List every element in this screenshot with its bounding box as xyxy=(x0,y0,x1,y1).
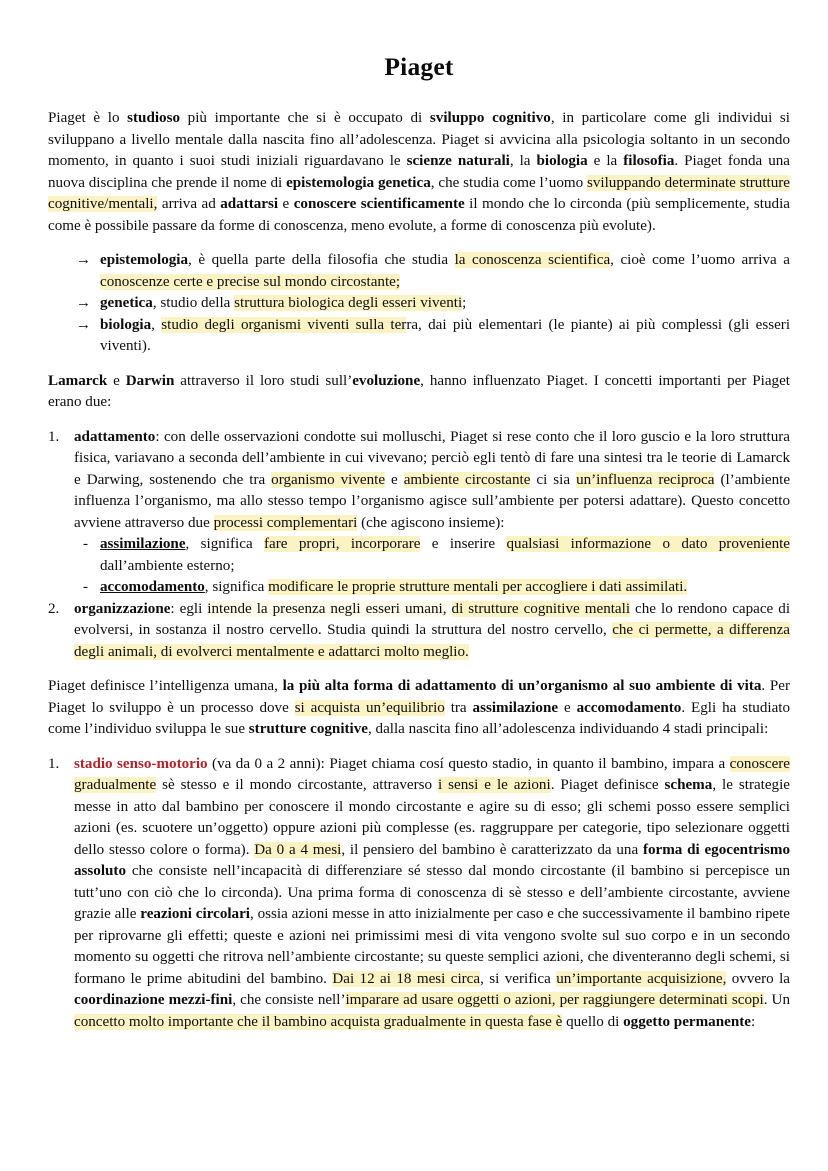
intel-text-6: , dalla nascita fino all’adolescenza individuando 4 stadi principali: xyxy=(367,721,769,737)
highlight-fare-propri: fare propri, incorporare xyxy=(264,536,421,552)
highlight-concetto-molto-importante: concetto molto importante che il bambino acquista gradualmente in questa fase è xyxy=(74,1013,563,1030)
concept1-text-3: ci sia xyxy=(530,471,577,488)
highlight-processi-complementari: processi complementari xyxy=(213,514,358,531)
intro-text-7: , che studia come l’uomo xyxy=(430,174,587,191)
stages-list xyxy=(48,754,790,1034)
stage1-text-1: (va da 0 a 2 anni): Piaget chiama cosí questo stadio, in quanto il bambino, impara a xyxy=(207,755,730,772)
lamarck-text-1: e xyxy=(107,372,126,389)
highlight-che-ci-permette: che ci permette, a differenza degli animali, di evolverci mentalmente e adattarci molto meglio. xyxy=(74,622,790,660)
highlight-si-acquista-equilibrio: si acquista un’equilibrio xyxy=(294,699,445,716)
stage1-text-13: : xyxy=(750,1013,756,1030)
intro-bold-biologia: biologia xyxy=(536,153,588,169)
highlight-ambiente-circostante: ambiente circostante xyxy=(403,471,531,488)
list-number: 1. xyxy=(48,755,60,772)
sub1-text-2: e inserire xyxy=(420,536,507,552)
def-text-4: ; xyxy=(462,295,467,311)
def-text-1: , è quella parte della filosofia che studia xyxy=(188,252,455,268)
intro-text-9: e xyxy=(278,196,294,212)
lamarck-text-3: , hanno influenzato Piaget. I concetti importanti per Piaget erano due: xyxy=(48,372,791,410)
list-item xyxy=(48,754,790,1034)
def-text-6: ra, dai più elementari (le piante) ai più complessi (gli esseri viventi). xyxy=(100,316,791,354)
stage1-text-6: che consiste nell’incapacità di differenziare sé stesso dal mondo circostante (il bambino si percepisce un tutt’uno con ciò che lo circonda). Una prima forma di conoscenza di sè stesso e dell’ambiente circostante, avviene grazie alle xyxy=(74,863,790,922)
intelligence-paragraph xyxy=(48,676,790,741)
bold-reazioni-circolari: reazioni circolari xyxy=(140,906,250,922)
concept1-text-2: e xyxy=(385,471,404,488)
concept2-text-2 xyxy=(447,601,452,617)
page-title: Piaget xyxy=(384,52,454,81)
intro-text-6: . Piaget fonda una nuova disciplina che prende il nome di xyxy=(48,153,790,191)
term-genetica: genetica xyxy=(100,295,153,311)
list-number: 1. xyxy=(48,428,60,445)
concept2-text-1: : egli xyxy=(170,600,208,617)
bold-oggetto-permanente: oggetto permanente xyxy=(623,1013,751,1030)
highlight-conoscenza-scientifica: la conoscenza scientifica xyxy=(454,252,611,268)
bold-coordinazione-mezzi-fini: coordinazione mezzi-fini xyxy=(74,992,233,1008)
bold-assimilazione: assimilazione xyxy=(472,699,559,716)
highlight-qualsiasi-informazione: qualsiasi informazione o dato proveniente xyxy=(506,536,791,552)
list-item xyxy=(48,427,790,599)
lamarck-text-2: attraverso il loro studi sull’ xyxy=(174,372,353,389)
bold-lamarck: Lamarck xyxy=(48,372,108,389)
highlight-influenza-reciproca: un’influenza reciproca xyxy=(576,471,715,488)
stage1-text-5: , il pensiero del bambino è caratterizzato da una xyxy=(341,841,643,858)
intro-bold-filosofia: filosofia xyxy=(623,153,675,169)
intel-text-4: e xyxy=(558,699,577,716)
bold-strutture-cognitive: strutture cognitive xyxy=(248,721,368,737)
term-stadio-senso-motorio: stadio senso-motorio xyxy=(74,755,208,772)
concept1-text-4: (l’ambiente influenza l’organismo, ma allo stesso tempo l’organismo agisce sull’ambiente per potersi adattare). Questo concetto avviene attraverso due xyxy=(74,471,791,531)
list-item xyxy=(48,250,790,293)
list-item xyxy=(83,534,790,577)
bold-schema: schema xyxy=(664,777,713,793)
highlight-conoscenze-certe: conoscenze certe e precise sul mondo circostante; xyxy=(100,273,401,290)
term-organizzazione: organizzazione xyxy=(74,600,171,617)
intro-bold-epistemologia-genetica: epistemologia genetica xyxy=(286,174,431,191)
list-number: 2. xyxy=(48,600,60,617)
highlight-sensi-azioni: i sensi e le azioni xyxy=(438,777,551,793)
definitions-list xyxy=(48,250,790,358)
intro-text-3: , in particolare come gli individui si sviluppano a livello mentale dalla nascita fino all’adolescenza. Piaget si avvicina alla psicologia soltanto in un secondo momento, in quanto i suoi studi iniziali riguardavano le xyxy=(48,110,791,169)
highlight-organismo-vivente: organismo vivente xyxy=(271,471,386,488)
dash-icon: - xyxy=(83,579,89,595)
bold-evoluzione: evoluzione xyxy=(352,372,421,389)
sub2-text-1: , significa xyxy=(204,579,269,595)
list-item xyxy=(48,599,790,664)
dash-icon: - xyxy=(83,536,89,552)
intel-text-1: Piaget definisce l’intelligenza umana, xyxy=(48,678,283,694)
stage1-text-10: , che consiste nell’ xyxy=(232,992,346,1008)
highlight-imparare-usare-oggetti: imparare ad usare oggetti o azioni, per raggiungere determinati scopi xyxy=(345,992,764,1008)
bold-piu-alta-forma: la più alta forma di adattamento di un’organismo al suo ambiente di vita xyxy=(282,678,762,694)
def-text-3: , studio della xyxy=(152,295,235,311)
stage1-text-4: , le strategie messe in atto dal bambino per conoscere il mondo circostante e agire su di esso; gli schemi posso essere semplici azioni (es. scuotere un’oggetto) oppure azioni più complesse (es. raggruppare per categorie, tipo selezionare oggetti dello stesso colore o forma). xyxy=(74,777,790,858)
highlight-importante-acquisizione: un’importante acquisizione, xyxy=(556,970,727,987)
term-biologia: biologia xyxy=(100,316,152,333)
intro-bold-studioso: studioso xyxy=(127,110,181,126)
highlight-da-0-a-4-mesi: Da 0 a 4 mesi xyxy=(254,841,342,858)
highlight-struttura-biologica: struttura biologica degli esseri viventi xyxy=(234,295,463,311)
intro-bold-sviluppo-cognitivo: sviluppo cognitivo xyxy=(429,110,551,126)
intro-text-8: arriva ad xyxy=(157,196,221,212)
bold-darwin: Darwin xyxy=(125,372,175,389)
intro-text-4: , la xyxy=(509,153,537,169)
list-item xyxy=(83,577,790,599)
def-text-2: , cioè come l’uomo arriva a xyxy=(610,252,790,268)
concepts-list xyxy=(48,427,790,664)
list-item xyxy=(48,293,790,315)
stage1-text-9: ovvero la xyxy=(726,970,790,987)
stage1-text-7: , ossia azioni messe in atto inizialmente per caso e che successivamente il bambino ripete per riprovarne gli effetti; queste e azioni nei primissimi mesi di vita vengono svolte sul suo corpo e in un secondo momento su oggetti che ritrova nell’ambiente circostante; su queste semplici azioni, che diventeranno degli schemi, si formano le prime abitudini del bambino. xyxy=(74,906,790,987)
stage1-text-11: . Un xyxy=(763,992,791,1008)
highlight-modificare-strutture: modificare le proprie strutture mentali per accogliere i dati assimilati. xyxy=(268,579,688,595)
sub1-text-1: , significa xyxy=(185,536,265,552)
intro-bold-conoscere-scientificamente: conoscere scientificamente xyxy=(293,196,465,212)
intro-text-10: il mondo che lo circonda (più semplicemente, studia come è possibile passare da forme di conoscenza, meno evolute, a forme di conoscenza più evolute). xyxy=(48,196,790,234)
sub-process-list xyxy=(74,534,790,599)
arrow-icon: → xyxy=(76,252,91,268)
intro-bold-adattarsi: adattarsi xyxy=(220,196,279,212)
intro-text-2: più importante che si è occupato di xyxy=(180,110,430,126)
stage1-text-2: sè stesso e il mondo circostante, attraverso xyxy=(156,777,439,793)
concept2-text-3: che lo rendono capace di evolversi, in sostanza il nostro cervello. Studia quindi la struttura del nostro cervello, xyxy=(74,600,791,638)
term-epistemologia: epistemologia xyxy=(100,252,189,268)
highlight-strutture-cognitive-mentali: di strutture cognitive mentali xyxy=(451,600,631,617)
stage1-text-8: , si verifica xyxy=(480,970,557,987)
bold-accomodamento: accomodamento xyxy=(576,699,682,716)
def-text-5: , xyxy=(151,316,162,333)
term-accomodamento: accomodamento xyxy=(100,579,205,595)
intel-text-3: tra xyxy=(444,699,473,716)
highlight-faint-intende-presenza: intende la presenza negli esseri umani, xyxy=(207,600,447,617)
intel-text-5: . Egli ha studiato come l’individuo sviluppa le sue xyxy=(48,699,791,737)
concept1-text-5: (che agiscono insieme): xyxy=(357,514,505,531)
term-adattamento: adattamento xyxy=(74,428,156,445)
list-item xyxy=(48,315,790,358)
intel-text-2: . Per Piaget lo sviluppo è un processo dove xyxy=(48,678,790,716)
bold-egocentrismo-assoluto: forma di egocentrismo assoluto xyxy=(74,841,790,879)
highlight-studio-organismi: studio degli organismi viventi sulla ter xyxy=(161,316,407,333)
term-assimilazione: assimilazione xyxy=(100,536,186,552)
arrow-icon: → xyxy=(76,316,91,333)
lamarck-paragraph xyxy=(48,371,790,414)
highlight-conoscere-gradualmente: conoscere gradualmente xyxy=(74,755,790,793)
concept1-text-1: : con delle osservazioni condotte sui molluschi, Piaget si rese conto che il loro guscio e la loro struttura fisica, variavano a seconda dell’ambiente in cui vivevano; perciò egli tentò di fare una sintesi tra le teorie di Lamarck e Darwing, sostenendo che tra xyxy=(74,428,790,488)
intro-text-5: e la xyxy=(587,153,624,169)
stage1-text-12: quello di xyxy=(562,1013,624,1030)
highlight-dai-12-ai-18-mesi: Dai 12 ai 18 mesi circa xyxy=(332,970,481,987)
intro-bold-scienze-naturali: scienze naturali xyxy=(406,153,510,169)
intro-text-1: Piaget è lo xyxy=(48,110,128,126)
arrow-icon: → xyxy=(76,295,91,311)
intro-paragraph xyxy=(48,108,790,237)
highlight-strutture-cognitive: sviluppando determinate strutture cognitive/mentali, xyxy=(48,174,790,212)
stage1-text-3: . Piaget definisce xyxy=(550,777,665,793)
sub1-text-3: dall’ambiente esterno; xyxy=(100,557,235,574)
